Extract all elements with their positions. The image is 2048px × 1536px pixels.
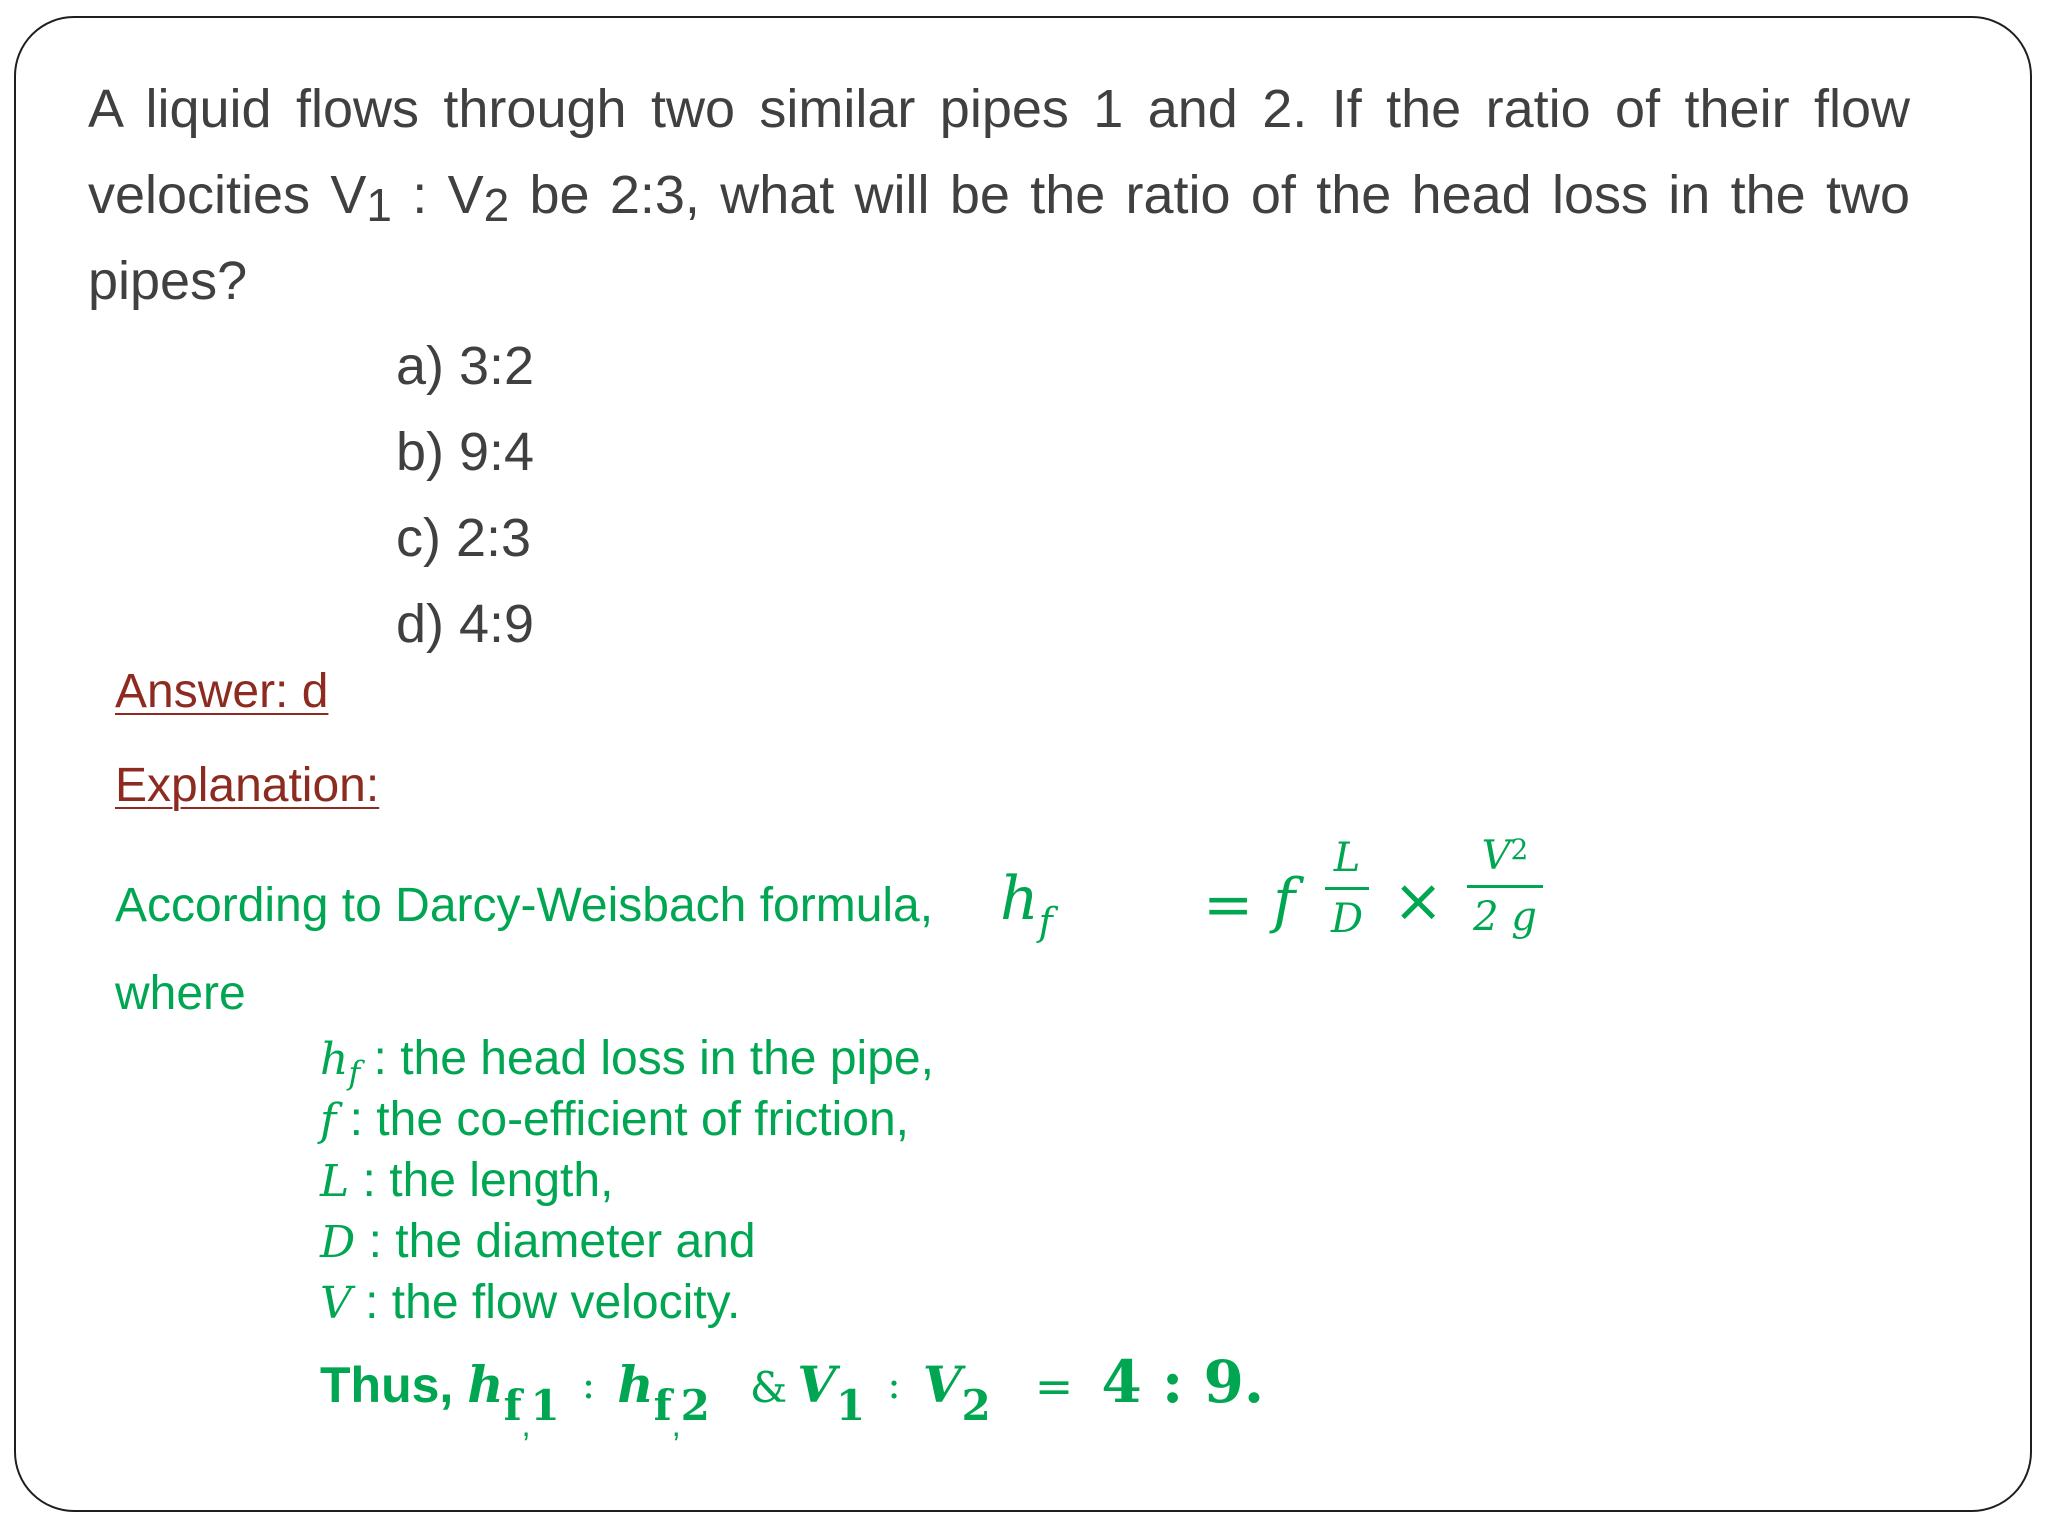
formula-v2-over-2g: $V^2$ 2 g (1467, 830, 1543, 943)
formula-intro: According to Darcy-Weisbach formula, (115, 879, 934, 932)
where-label: where (115, 967, 246, 1020)
formula-times: × (1393, 866, 1444, 936)
option-d: d) 4:9 (396, 594, 535, 654)
conclusion-line: Thus, $h_{f,1}$ : $h_{f,2}$ & $V_1$ : $V_2 = 4$ : 9. (320, 1348, 1265, 1443)
option-c: c) 2:3 (396, 508, 532, 568)
definition-diameter: D : the diameter and (320, 1215, 756, 1268)
answer-heading: Answer: d (115, 665, 329, 718)
definition-velocity: V : the flow velocity. (320, 1276, 741, 1329)
explanation-heading: Explanation: (115, 759, 380, 812)
option-a: a) 3:2 (396, 336, 535, 396)
formula-lhs: $h_f$ (1000, 864, 1053, 944)
definitions-list (320, 1028, 934, 1333)
question-text: A liquid flows through two similar pipes 1 and 2. If the ratio of their flow velocities $V_1$ : $V_2$ be 2:3, what will be the ratio of the head loss in the two pipes? (88, 79, 1911, 311)
formula-equals: = (1203, 870, 1254, 940)
formula-l-over-d: L D (1325, 832, 1369, 945)
definition-length: L : the length, (320, 1154, 614, 1207)
definition-friction: f : the co-efficient of friction, (320, 1093, 910, 1146)
definition-head-loss: $h_f$ : the head loss in the pipe, (320, 1032, 934, 1092)
answer-options (396, 323, 534, 667)
option-b: b) 9:4 (396, 422, 535, 482)
formula-friction-factor: f (1273, 866, 1296, 936)
